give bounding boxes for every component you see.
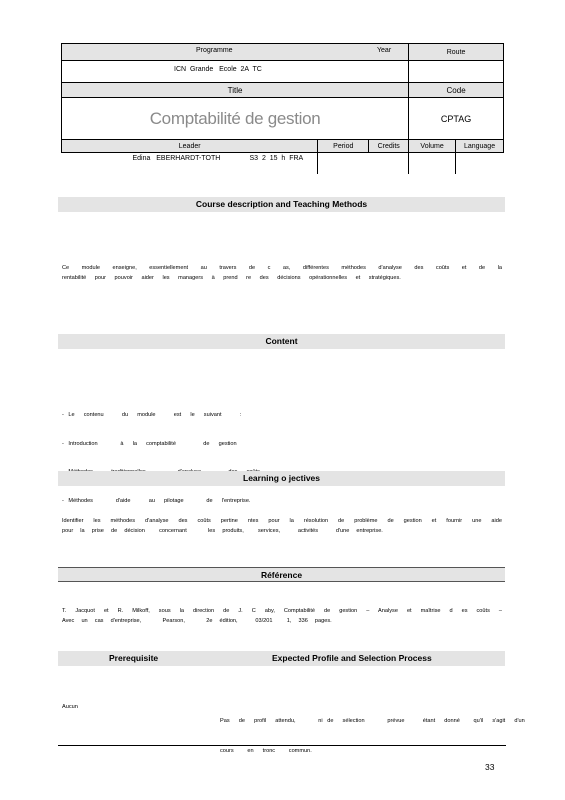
programme-year-label-cell xyxy=(62,44,409,61)
route-label: Route xyxy=(409,44,504,61)
volume-label: Volume xyxy=(409,140,456,153)
programme-value: ICN Grande Ecole 2A TC xyxy=(174,66,262,73)
period-label: Period xyxy=(318,140,369,153)
language-label: Language xyxy=(456,140,504,153)
learning-objectives-heading: Learning o jectives xyxy=(58,471,505,486)
course-title: Comptabilité de gestion xyxy=(62,98,409,140)
content-line: - Méthodes d'aide au pilotage de l'entreprise. xyxy=(62,497,251,504)
reference-text xyxy=(62,606,502,626)
reference-heading: Référence xyxy=(58,567,505,582)
title-label: Title xyxy=(62,83,409,98)
course-code: CPTAG xyxy=(409,98,504,140)
course-description-line: rentabilité pour pouvoir aider les managers à prend re des décisions opérationnelles et stratégiques. xyxy=(62,275,401,281)
year-label: Year xyxy=(377,47,392,54)
page-number: 33 xyxy=(485,762,495,772)
route-value-cell xyxy=(409,61,504,83)
content-line: - Introduction à la comptabilité de gestion xyxy=(62,440,237,447)
leader-value-cell xyxy=(62,153,318,174)
learning-objectives-line: pour la prise de décision concernant les produits, services, activités d'une entreprise. xyxy=(62,528,383,534)
footer-rule xyxy=(58,745,506,746)
prerequisite-value: Aucun xyxy=(62,704,78,710)
content-line: - Le contenu du module est le suivant : xyxy=(62,412,242,418)
prerequisite-profile-heading-band xyxy=(58,651,505,666)
period-credits-cell xyxy=(318,153,409,174)
learning-objectives-line: Identifier les méthodes d'analyse des coûts pertine ntes pour la résolution de problème de gestion et fournir une aide xyxy=(62,518,502,524)
course-header-table xyxy=(61,43,504,174)
reference-line: T. Jacquot et R. Milkoff, sous la direction de J. C aby, Comptabilité de gestion – Analyse et maîtrise d es coûts – xyxy=(62,608,502,614)
content-heading: Content xyxy=(58,334,505,349)
period-credits-value: S3 2 15 h FRA xyxy=(249,155,304,162)
expected-profile-line: cours en tronc commun. xyxy=(220,748,312,754)
language-value-cell xyxy=(456,153,504,174)
code-label: Code xyxy=(409,83,504,98)
learning-objectives-text xyxy=(62,516,502,536)
programme-value-cell xyxy=(62,61,409,83)
course-description-line: Ce module enseigne, essentiellement au travers de c as, différentes méthodes d'analyse des coûts et de la xyxy=(62,265,502,271)
reference-line: Avec un cas d'entreprise, Pearson, 2e édition, 03/201 1, 336 pages. xyxy=(62,618,332,624)
course-description-heading: Course description and Teaching Methods xyxy=(58,197,505,212)
programme-label: Programme xyxy=(196,47,233,54)
expected-profile-heading: Expected Profile and Selection Process xyxy=(272,653,432,663)
expected-profile-line: Pas de profil attendu, ni de sélection prévue étant donné qu'il s'agit d'un xyxy=(220,718,525,724)
content-text xyxy=(62,392,502,516)
prerequisite-heading: Prerequisite xyxy=(109,653,159,663)
volume-value-cell xyxy=(409,153,456,174)
expected-profile-text xyxy=(220,696,525,766)
leader-value: Edina EBERHARDT-TOTH xyxy=(132,155,221,162)
leader-label: Leader xyxy=(62,140,318,153)
course-description-text xyxy=(62,263,502,283)
credits-label: Credits xyxy=(369,140,409,153)
